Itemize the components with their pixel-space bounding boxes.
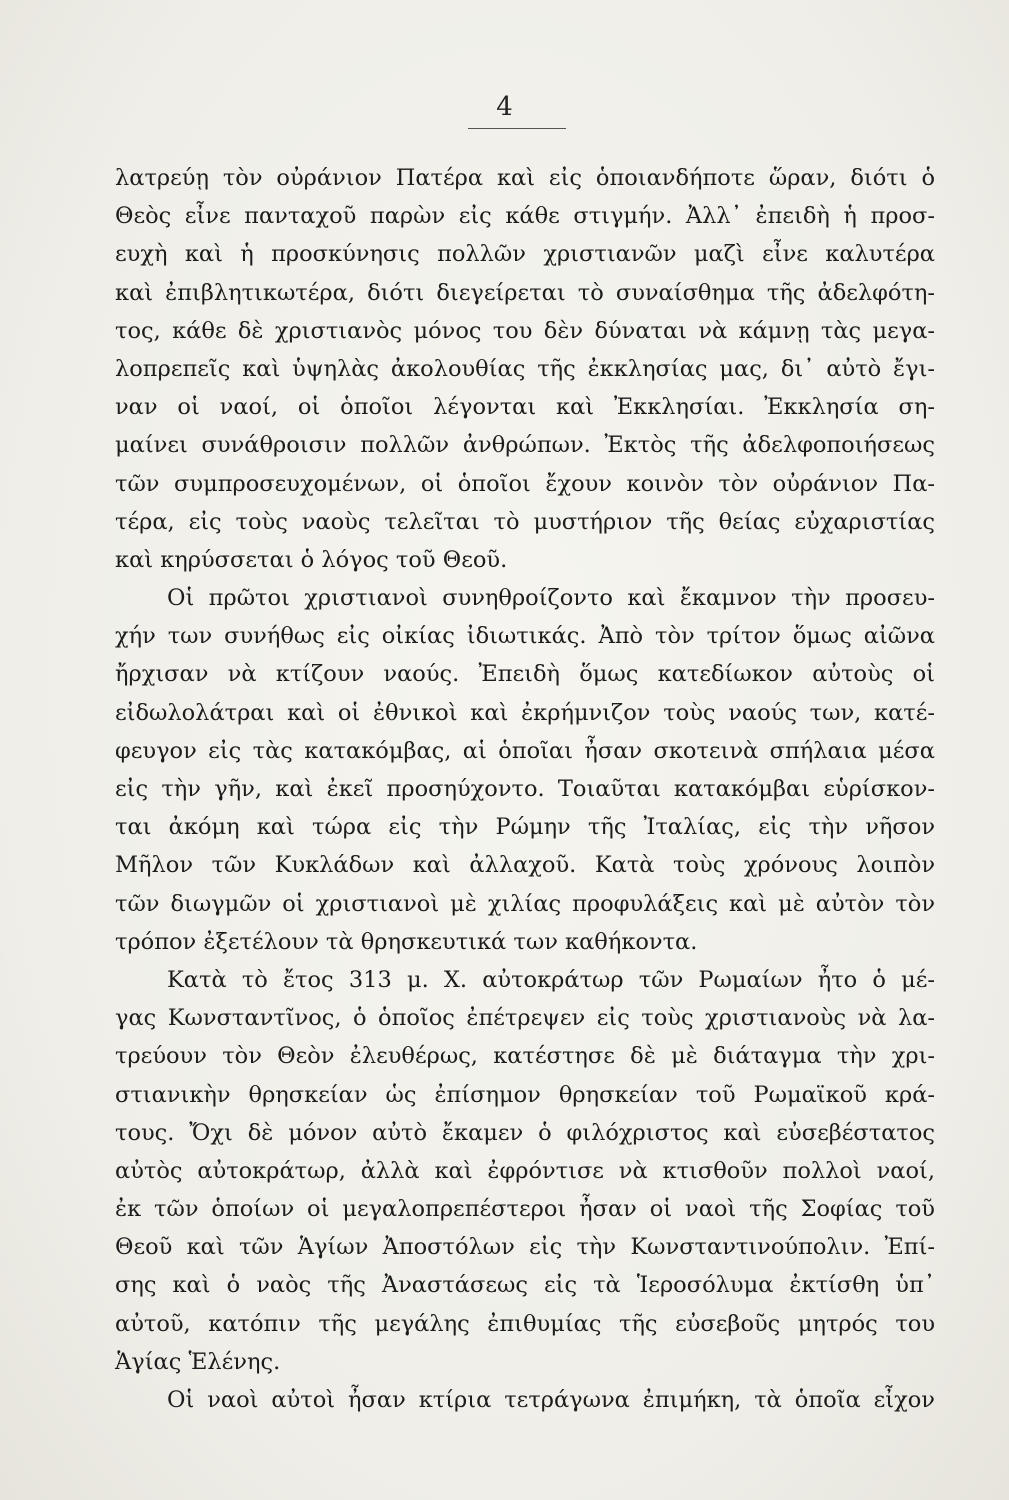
text-line: Θεὸς εἶνε πανταχοῦ παρὼν εἰς κάθε στιγμήν. Ἀλλ᾽ ἐπειδὴ ἡ προσ-	[115, 203, 935, 230]
text-line: αὐτοῦ, κατόπιν τῆς μεγάλης ἐπιθυμίας τῆς εὐσεβοῦς μητρός του	[115, 1310, 935, 1337]
text-line: ται ἀκόμη καὶ τώρα εἰς τὴν Ρώμην τῆς Ἰταλίας, εἰς τὴν νῆσον	[115, 814, 935, 841]
text-line: ναν οἱ ναοί, οἱ ὁποῖοι λέγονται καὶ Ἐκκλησίαι. Ἐκκλησία ση-	[115, 394, 935, 421]
text-line: τέρα, εἰς τοὺς ναοὺς τελεῖται τὸ μυστήριον τῆς θείας εὐχαριστίας	[115, 508, 935, 535]
text-line: εἰδωλολάτραι καὶ οἱ ἐθνικοὶ καὶ ἐκρήμνιζον τοὺς ναούς των, κατέ-	[115, 699, 935, 726]
body-text	[115, 159, 935, 1419]
text-line: φευγον εἰς τὰς κατακόμβας, αἱ ὁποῖαι ἦσαν σκοτεινὰ σπήλαια μέσα	[115, 737, 935, 764]
text-line: στιανικὴν θρησκείαν ὡς ἐπίσημον θρησκείαν τοῦ Ρωμαϊκοῦ κρά-	[115, 1081, 935, 1108]
text-line: καὶ ἐπιβλητικωτέρα, διότι διεγείρεται τὸ συναίσθημα τῆς ἀδελφότη-	[115, 279, 935, 306]
paragraph-start-line: Κατὰ τὸ ἔτος 313 μ. Χ. αὐτοκράτωρ τῶν Ρωμαίων ἦτο ὁ μέ-	[167, 966, 935, 993]
text-line: εἰς τὴν γῆν, καὶ ἐκεῖ προσηύχοντο. Τοιαῦται κατακόμβαι εὑρίσκον-	[115, 776, 935, 802]
text-line: τος, κάθε δὲ χριστιανὸς μόνος του δὲν δύναται νὰ κάμνῃ τὰς μεγα-	[115, 317, 935, 344]
text-line: σης καὶ ὁ ναὸς τῆς Ἀναστάσεως εἰς τὰ Ἱεροσόλυμα ἐκτίσθη ὑπ᾽	[115, 1272, 935, 1299]
text-line: αὐτὸς αὐτοκράτωρ, ἀλλὰ καὶ ἐφρόντισε νὰ κτισθοῦν πολλοὶ ναοί,	[115, 1157, 935, 1184]
text-line: τους. Ὄχι δὲ μόνον αὐτὸ ἔκαμεν ὁ φιλόχριστος καὶ εὐσεβέστατος	[115, 1119, 935, 1146]
text-line: τῶν συμπροσευχομένων, οἱ ὁποῖοι ἔχουν κοινὸν τὸν οὐράνιον Πα-	[115, 470, 935, 497]
text-line: Μῆλον τῶν Κυκλάδων καὶ ἀλλαχοῦ. Κατὰ τοὺς χρόνους λοιπὸν	[115, 852, 935, 879]
text-line: τρεύουν τὸν Θεὸν ἐλευθέρως, κατέστησε δὲ μὲ διάταγμα τὴν χρι-	[115, 1043, 935, 1070]
text-line: τρόπον ἐξετέλουν τὰ θρησκευτικά των καθήκοντα.	[115, 928, 698, 955]
text-line: Θεοῦ καὶ τῶν Ἁγίων Ἀποστόλων εἰς τὴν Κωνσταντινούπολιν. Ἐπί-	[115, 1234, 935, 1261]
paragraph-start-line: Οἱ ναοὶ αὐτοὶ ἦσαν κτίρια τετράγωνα ἐπιμήκη, τὰ ὁποῖα εἶχον	[167, 1387, 935, 1413]
text-line: Ἁγίας Ἑλένης.	[115, 1348, 281, 1375]
text-line: γας Κωνσταντῖνος, ὁ ὁποῖος ἐπέτρεψεν εἰς τοὺς χριστιανοὺς νὰ λα-	[115, 1005, 935, 1032]
text-line: ἐκ τῶν ὁποίων οἱ μεγαλοπρεπέστεροι ἦσαν οἱ ναοὶ τῆς Σοφίας τοῦ	[115, 1196, 935, 1223]
text-line: τῶν διωγμῶν οἱ χριστιανοὶ μὲ χιλίας προφυλάξεις καὶ μὲ αὐτὸν τὸν	[115, 890, 935, 917]
text-line: ευχὴ καὶ ἡ προσκύνησις πολλῶν χριστιανῶν μαζὶ εἶνε καλυτέρα	[115, 241, 935, 268]
text-line: λατρεύῃ τὸν οὐράνιον Πατέρα καὶ εἰς ὁποιανδήποτε ὥραν, διότι ὁ	[115, 165, 935, 191]
paragraph-start-line: Οἱ πρῶτοι χριστιανοὶ συνηθροίζοντο καὶ ἔκαμνον τὴν προσευ-	[167, 585, 935, 612]
text-line: μαίνει συνάθροισιν πολλῶν ἀνθρώπων. Ἐκτὸς τῆς ἀδελφοποιήσεως	[115, 432, 935, 459]
page-number: 4	[496, 92, 513, 122]
text-line: χήν των συνήθως εἰς οἰκίας ἰδιωτικάς. Ἀπὸ τὸν τρίτον ὅμως αἰῶνα	[115, 623, 935, 650]
text-line: ἤρχισαν νὰ κτίζουν ναούς. Ἐπειδὴ ὅμως κατεδίωκον αὐτοὺς οἱ	[115, 661, 935, 688]
text-line: καὶ κηρύσσεται ὁ λόγος τοῦ Θεοῦ.	[115, 546, 508, 573]
page-number-rule	[468, 128, 566, 129]
text-line: λοπρεπεῖς καὶ ὑψηλὰς ἀκολουθίας τῆς ἐκκλησίας μας, δι᾽ αὐτὸ ἔγι-	[115, 355, 935, 382]
